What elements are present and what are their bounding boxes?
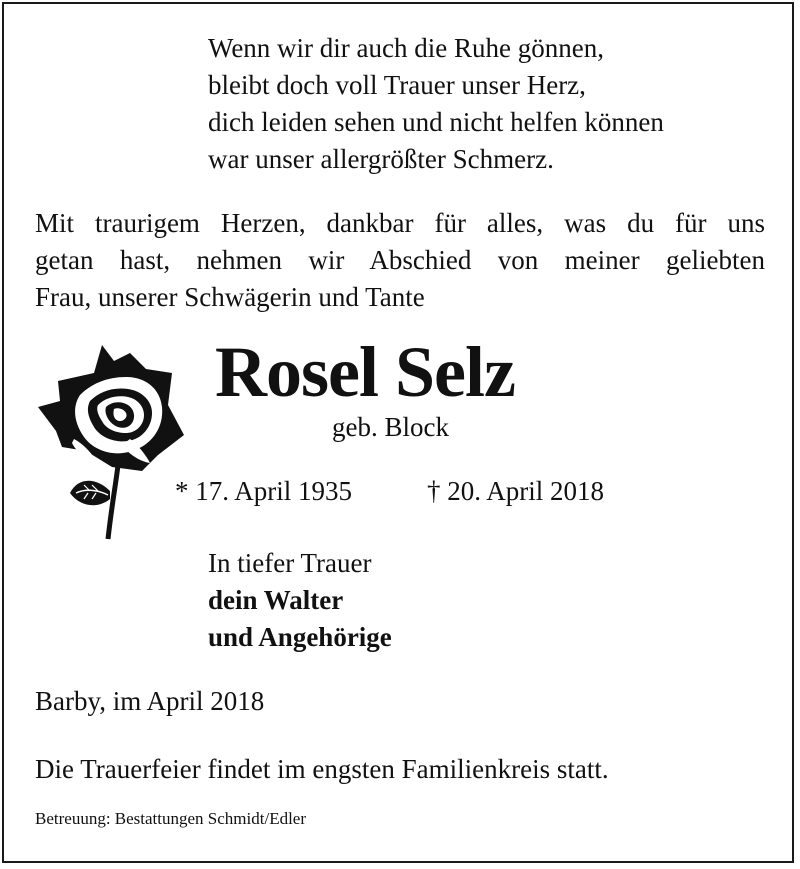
mourners-line: und Angehörige <box>208 622 392 652</box>
intro-line: Frau, unserer Schwägerin und Tante <box>35 282 425 312</box>
maiden-name: geb. Block <box>332 412 449 442</box>
intro-line: getan hast, nehmen wir Abschied von meiner geliebten <box>35 245 765 275</box>
funeral-home-credit: Betreuung: Bestattungen Schmidt/Edler <box>35 809 307 828</box>
mourners-line: dein Walter <box>208 585 344 615</box>
poem <box>208 30 664 178</box>
death-date: † 20. April 2018 <box>427 476 605 506</box>
poem-line: Wenn wir dir auch die Ruhe gönnen, <box>208 33 604 63</box>
mourners-line: In tiefer Trauer <box>208 548 372 578</box>
rose-icon <box>34 343 186 541</box>
poem-line: dich leiden sehen und nicht helfen können <box>208 107 664 137</box>
place-date: Barby, im April 2018 <box>35 686 265 716</box>
ceremony-note: Die Trauerfeier findet im engsten Familienkreis statt. <box>35 754 609 784</box>
mourners <box>208 545 392 656</box>
birth-date: * 17. April 1935 <box>175 476 353 506</box>
poem-line: bleibt doch voll Trauer unser Herz, <box>208 70 586 100</box>
intro-text <box>35 205 765 316</box>
intro-line: Mit traurigem Herzen, dankbar für alles, was du für uns <box>35 208 765 238</box>
poem-line: war unser allergrößter Schmerz. <box>208 144 554 174</box>
deceased-name: Rosel Selz <box>215 332 515 412</box>
